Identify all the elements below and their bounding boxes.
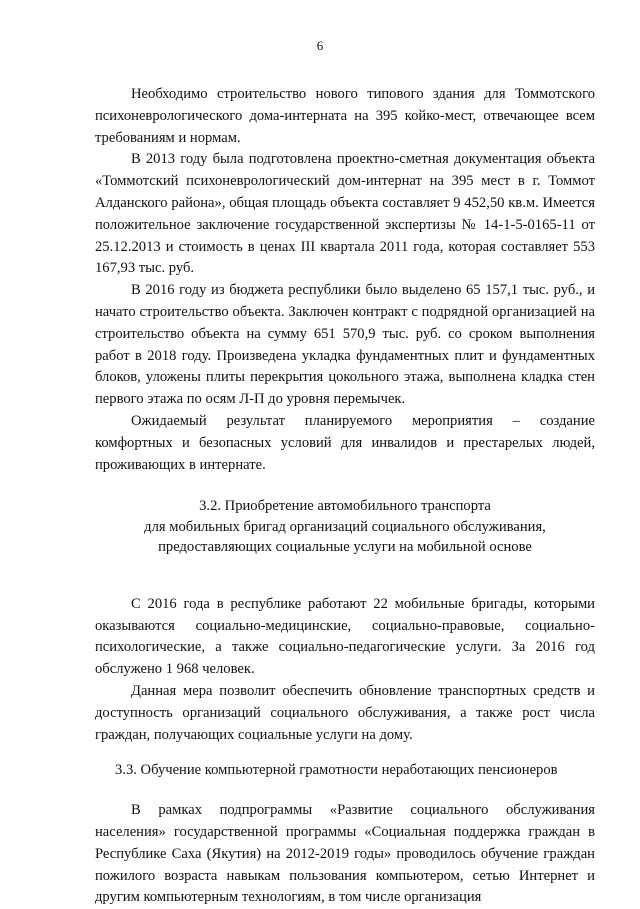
paragraph-mobile-brigades: С 2016 года в республике работают 22 мобильные бригады, которыми оказываются социально-медицинские, социально-правовые, социально-психологические, а также социально-педагогические услуги. За 2016 год обслужено 1 968 человек. bbox=[95, 595, 595, 678]
paragraph-computer-literacy: В рамках подпрограммы «Развитие социального обслуживания населения» государственной программы «Социальная поддержка граждан в Республике Саха (Якутия) на 2012-2019 годы» проводилось обучение граждан пожилого возраста навыкам пользования компьютером, сетью Интернет и другим компьютерным технологиям, в том числе организация bbox=[95, 802, 595, 906]
section-heading-3-2-line-2: для мобильных бригад организаций социального обслуживания, bbox=[144, 518, 546, 535]
paragraph-expected-result: Ожидаемый результат планируемого мероприятия – создание комфортных и безопасных условий для инвалидов и престарелых людей, проживающих в интернате. bbox=[95, 412, 595, 473]
paragraph-need-new-building: Необходимо строительство нового типового здания для Томмотского психоневрологического дома-интерната на 395 койко-мест, отвечающее всем требованиям и нормам. bbox=[95, 86, 595, 146]
paragraph-construction-2016: В 2016 году из бюджета республики было выделено 65 157,1 тыс. руб., и начато строительство объекта. Заключен контракт с подрядной организацией на строительство объекта на сумму 651 570,9 тыс. руб. со сроком выполнения работ в 2018 году. Произведена укладка фундаментных плит и фундаментных блоков, уложены плиты перекрытия цокольного этажа, выполнена кладка стен первого этажа по осям Л-П до уровня перемычек. bbox=[95, 282, 595, 408]
document-body bbox=[95, 84, 595, 909]
paragraph-transport-update: Данная мера позволит обеспечить обновление транспортных средств и доступность организаций социального обслуживания, а также рост числа граждан, получающих социальные услуги на дому. bbox=[95, 683, 595, 743]
section-heading-3-2-line-1: 3.2. Приобретение автомобильного транспорта bbox=[199, 498, 491, 515]
page-number: 6 bbox=[316, 38, 324, 53]
section-heading-3-2 bbox=[95, 496, 595, 558]
paragraph-design-documentation: В 2013 году была подготовлена проектно-сметная документация объекта «Томмотский психоневрологический дом-интернат на 395 мест в г. Томмот Алданского района», общая площадь объекта составляет 9 452,50 кв.м. Имеется положительное заключение государственной экспертизы № 14-1-5-0165-11 от 25.12.2013 и стоимость в ценах III квартала 2011 года, которая составляет 553 167,93 тыс. руб. bbox=[95, 151, 595, 277]
section-heading-3-2-line-3: предоставляющих социальные услуги на мобильной основе bbox=[158, 539, 532, 556]
section-heading-3-3: 3.3. Обучение компьютерной грамотности неработающих пенсионеров bbox=[115, 762, 558, 779]
